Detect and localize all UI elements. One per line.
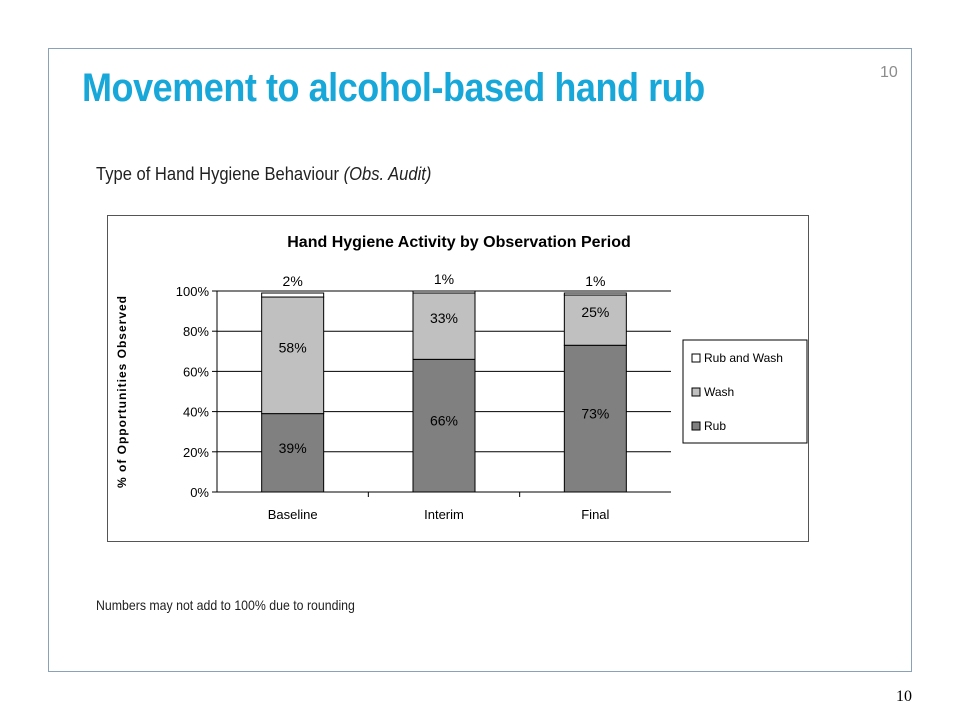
footnote-text-pre: Numbers may not add to (96, 597, 235, 613)
legend-label: Wash (704, 385, 735, 399)
rounding-footnote (96, 597, 355, 613)
slide-title: Movement to alcohol-based hand rub (82, 66, 705, 110)
legend-label: Rub and Wash (704, 351, 783, 365)
data-label: 39% (278, 439, 307, 456)
footnote-text-post: due to rounding (265, 597, 355, 613)
y-tick-label: 40% (182, 404, 209, 420)
footnote-text-num: 100% (234, 597, 266, 613)
slide-number-top: 10 (880, 64, 898, 81)
data-label: 25% (581, 304, 610, 321)
chart-title: Hand Hygiene Activity by Observation Period (287, 234, 631, 251)
y-tick-label: 20% (182, 444, 209, 460)
y-tick-label: 60% (182, 364, 209, 380)
chart-container (107, 215, 809, 542)
legend-swatch-rub (692, 422, 700, 430)
data-label: 2% (282, 273, 303, 290)
subtitle-main: Type of Hand Hygiene Behaviour (96, 164, 344, 184)
x-tick-label: Final (581, 507, 610, 522)
data-label: 58% (278, 339, 307, 356)
chart-subtitle (96, 164, 431, 185)
y-tick-label: 80% (182, 324, 209, 340)
legend-swatch-rub-and-wash (692, 354, 700, 362)
data-label: 73% (581, 405, 610, 422)
subtitle-source: (Obs. Audit) (343, 164, 432, 184)
x-tick-label: Baseline (267, 507, 318, 522)
data-label: 1% (433, 271, 455, 287)
data-label: 33% (429, 310, 459, 327)
stacked-bar-chart (108, 216, 810, 543)
y-tick-label: 100% (175, 284, 209, 299)
data-label: 1% (585, 273, 606, 290)
y-axis-label: % of Opportunities Observed (115, 294, 129, 489)
legend-label: Rub (704, 419, 727, 433)
x-tick-label: Interim (424, 507, 464, 522)
bar-rub-and-wash (564, 293, 626, 295)
bar-rub-and-wash (262, 293, 324, 297)
legend-swatch-wash (692, 388, 700, 396)
bar-rub-and-wash (413, 291, 475, 293)
data-label: 66% (429, 412, 459, 429)
y-tick-label: 0% (190, 485, 209, 500)
page-number: 10 (896, 688, 912, 705)
